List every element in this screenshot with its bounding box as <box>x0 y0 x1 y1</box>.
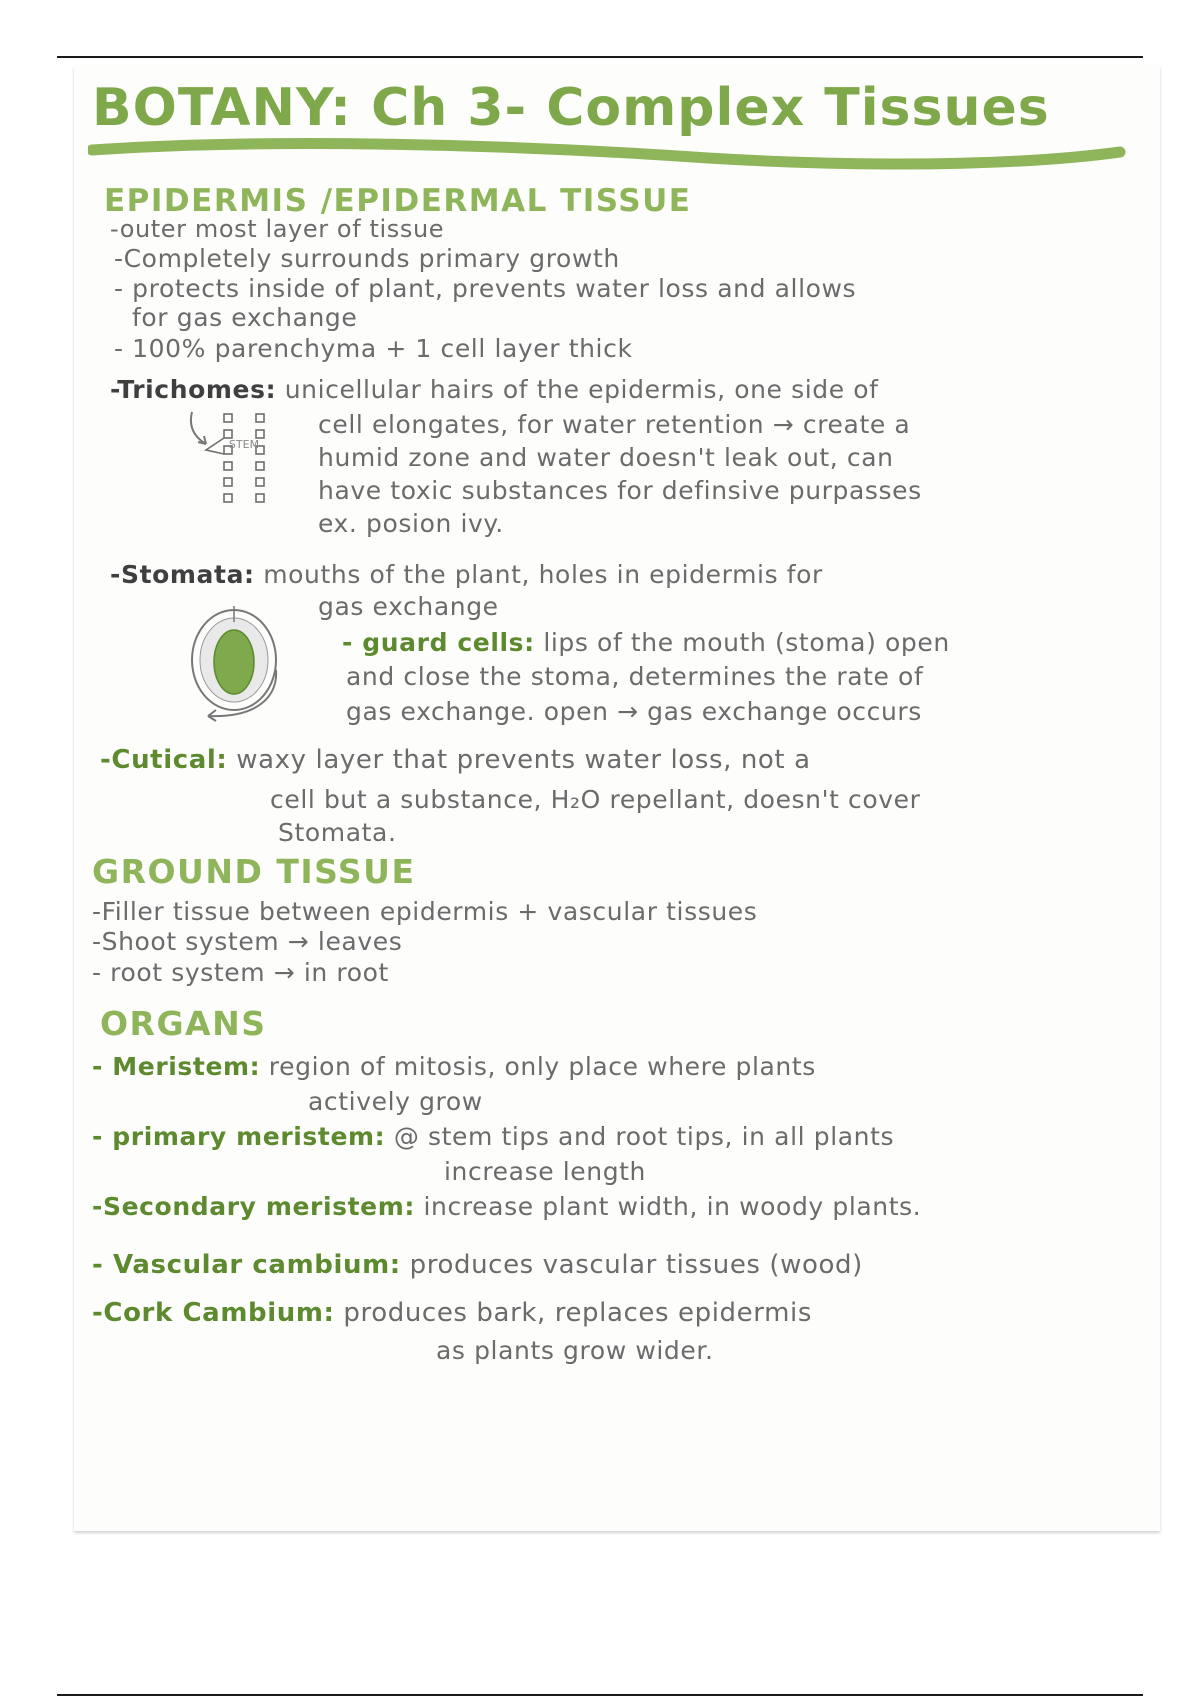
secondary-meristem-definition <box>92 1192 921 1221</box>
epidermis-line: for gas exchange <box>132 303 358 332</box>
cutical-line: Stomata. <box>278 818 397 847</box>
trichomes-line: ex. posion ivy. <box>318 509 504 538</box>
guard-cells-line: lips of the mouth (stoma) open <box>543 628 950 657</box>
cutical-line: cell but a substance, H₂O repellant, doesn't cover <box>270 785 921 814</box>
title-underline-swoosh <box>88 132 1128 172</box>
ground-line: - root system → in root <box>92 958 389 987</box>
epidermis-line: - protects inside of plant, prevents water loss and allows <box>114 274 857 303</box>
ground-line: -Filler tissue between epidermis + vascular tissues <box>92 897 758 926</box>
guard-cells-term: - guard cells: <box>342 628 535 657</box>
stomata-definition <box>110 560 823 589</box>
guard-cells-line: and close the stoma, determines the rate of <box>346 662 924 691</box>
top-rule <box>57 56 1143 58</box>
secondary-meristem-line: increase plant width, in woody plants. <box>423 1192 922 1221</box>
ground-line: -Shoot system → leaves <box>92 927 403 956</box>
cork-cambium-definition <box>92 1298 812 1328</box>
trichomes-line: cell elongates, for water retention → create a <box>318 410 911 439</box>
page-title: BOTANY: Ch 3- Complex Tissues <box>92 78 1050 138</box>
organs-heading: ORGANS <box>100 1004 267 1043</box>
trichomes-definition <box>110 375 879 404</box>
cork-cambium-term: -Cork Cambium: <box>92 1298 335 1328</box>
cutical-definition <box>100 745 811 775</box>
guard-cells-definition <box>342 628 950 657</box>
stomata-term: -Stomata: <box>110 560 255 589</box>
meristem-term: - Meristem: <box>92 1052 261 1081</box>
primary-meristem-term: - primary meristem: <box>92 1122 386 1151</box>
trichome-stem-diagram-icon <box>186 408 296 520</box>
stoma-guard-cell-diagram-icon <box>178 600 298 730</box>
secondary-meristem-term: -Secondary meristem: <box>92 1192 415 1221</box>
trichomes-line: humid zone and water doesn't leak out, can <box>318 443 894 472</box>
bottom-rule <box>57 1694 1143 1696</box>
epidermis-line: -Completely surrounds primary growth <box>114 244 620 273</box>
cork-cambium-line: produces bark, replaces epidermis <box>343 1298 812 1328</box>
vascular-cambium-term: - Vascular cambium: <box>92 1250 401 1280</box>
primary-meristem-definition <box>92 1122 894 1151</box>
guard-cells-line: gas exchange. open → gas exchange occurs <box>346 697 922 726</box>
stem-label: STEM <box>228 438 260 451</box>
vascular-cambium-line: produces vascular tissues (wood) <box>409 1250 863 1280</box>
meristem-line: region of mitosis, only place where plants <box>268 1052 816 1081</box>
primary-meristem-line: increase length <box>444 1157 647 1186</box>
cork-cambium-line: as plants grow wider. <box>436 1336 714 1365</box>
trichomes-line: unicellular hairs of the epidermis, one side of <box>284 375 879 404</box>
vascular-cambium-definition <box>92 1250 863 1280</box>
cutical-line: waxy layer that prevents water loss, not a <box>236 745 811 775</box>
meristem-line: actively grow <box>308 1087 483 1116</box>
epidermis-heading: EPIDERMIS /EPIDERMAL TISSUE <box>104 183 692 219</box>
epidermis-line: -outer most layer of tissue <box>110 215 445 243</box>
stomata-line: gas exchange <box>318 592 499 621</box>
trichomes-line: have toxic substances for definsive purpasses <box>318 476 922 505</box>
primary-meristem-line: @ stem tips and root tips, in all plants <box>393 1122 895 1151</box>
meristem-definition <box>92 1052 816 1081</box>
stomata-line: mouths of the plant, holes in epidermis for <box>263 560 823 589</box>
cutical-term: -Cutical: <box>100 745 228 775</box>
trichomes-term: -Trichomes: <box>110 375 277 404</box>
ground-tissue-heading: GROUND TISSUE <box>92 852 416 891</box>
epidermis-line: - 100% parenchyma + 1 cell layer thick <box>114 334 633 363</box>
